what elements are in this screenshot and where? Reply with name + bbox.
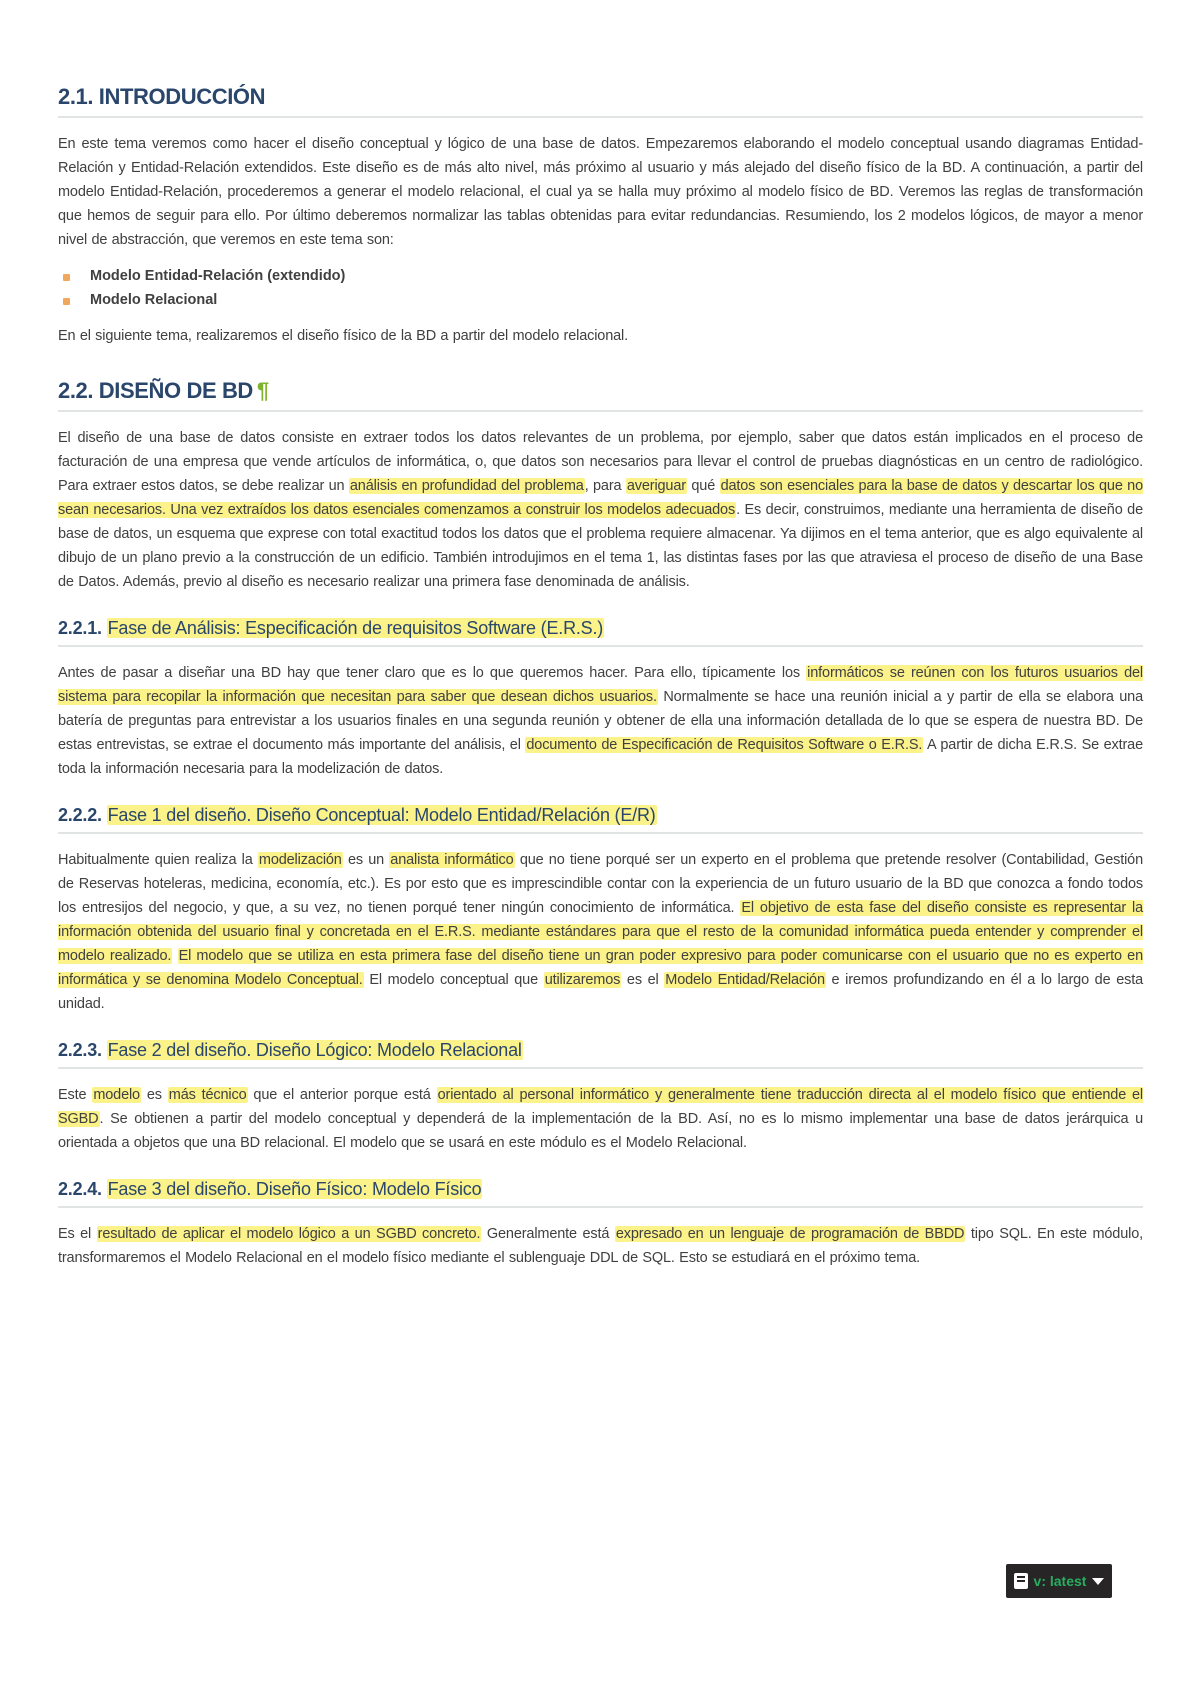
bullet-list xyxy=(58,264,1143,312)
highlight: informáticos se reúnen con los futuros usuarios del sistema para recopilar la información que necesitan para saber que desean dichos usuarios. xyxy=(58,665,1143,705)
highlight: más técnico xyxy=(168,1087,247,1103)
section-fase-analisis xyxy=(58,618,1143,781)
highlight: utilizaremos xyxy=(544,972,621,988)
list-item: Modelo Relacional xyxy=(58,288,1143,312)
paragraph: Es el resultado de aplicar el modelo lógico a un SGBD concreto. Generalmente está expresado en un lenguaje de programación de BBDD tipo SQL. En este módulo, transformaremos el Modelo Relacional en el modelo físico mediante el sublenguaje DDL de SQL. Esto se estudiará en el próximo tema. xyxy=(58,1226,1144,1266)
highlight: datos son esenciales para la base de datos y descartar los que no sean necesarios. Una vez extraídos los datos esenciales comenzamos a construir los modelos adecuados xyxy=(58,478,1144,518)
subsection-title: 2.2.4. Fase 3 del diseño. Diseño Físico: Modelo Físico xyxy=(58,1179,1143,1208)
highlight: averiguar xyxy=(626,478,686,494)
section-title: 2.2. DISEÑO DE BD ¶ xyxy=(58,378,1143,412)
highlight: El modelo que se utiliza en esta primera fase del diseño tiene un gran poder expresivo para poder comunicarse con el usuario que no es experto en informática y se denomina Modelo Conceptual. xyxy=(58,948,1143,988)
subsection-title: 2.2.2. Fase 1 del diseño. Diseño Conceptual: Modelo Entidad/Relación (E/R) xyxy=(58,805,1143,834)
paragraph: En el siguiente tema, realizaremos el diseño físico de la BD a partir del modelo relacional. xyxy=(58,328,628,344)
highlight: El objetivo de esta fase del diseño consiste es representar la información obtenida del usuario final y concretada en el E.R.S. mediante estándares para que el resto de la comunidad informática pueda entender y comprender el modelo realizado. xyxy=(58,900,1143,964)
paragraph: El diseño de una base de datos consiste en extraer todos los datos relevantes de un problema, por ejemplo, saber que datos están implicados en el proceso de facturación de una empresa que vende artículos de informática, o, que datos son necesarios para llevar el control de pruebas diagnósticas en un centro de radiológico. Para extraer estos datos, se debe realizar un análisis en profundidad del problema, para averiguar qué datos son esenciales para la base de datos y descartar los que no sean necesarios. Una vez extraídos los datos esenciales comenzamos a construir los modelos adecuados. Es decir, construimos, mediante una herramienta de diseño de base de datos, un esquema que exprese con total exactitud todos los datos que el problema requiere almacenar. Ya dijimos en el tema anterior, que es algo equivalente al dibujo de un plano previo a la construcción de un edificio. También introdujimos en el tema 1, las distintas fases por las que atraviesa el proceso de diseño de una Base de Datos. Además, previo al diseño es necesario realizar una primera fase denominada de análisis. xyxy=(58,430,1144,590)
highlight: analista informático xyxy=(390,852,514,868)
section-introduccion xyxy=(58,84,1143,348)
highlight: expresado en un lenguaje de programación de BBDD xyxy=(615,1226,965,1242)
subsection-title: 2.2.1. Fase de Análisis: Especificación de requisitos Software (E.R.S.) xyxy=(58,618,1143,647)
highlight: modelo xyxy=(93,1087,140,1103)
version-label: v: latest xyxy=(1033,1573,1087,1589)
highlight: análisis en profundidad del problema xyxy=(349,478,584,494)
section-fase-1 xyxy=(58,805,1143,1016)
section-title: 2.1. INTRODUCCIÓN xyxy=(58,84,1143,118)
paragraph: Antes de pasar a diseñar una BD hay que tener claro que es lo que queremos hacer. Para ello, típicamente los informáticos se reúnen con los futuros usuarios del sistema para recopilar la información que necesitan para saber que desean dichos usuarios. Normalmente se hace una reunión inicial a y partir de ella se elabora una batería de preguntas para entrevistar a los usuarios finales en una segunda reunión y obtener de ella una información detallada de lo que se espera de nuestra BD. De estas entrevistas, se extrae el documento más importante del análisis, el documento de Especificación de Requisitos Software o E.R.S. A partir de dicha E.R.S. Se extrae toda la información necesaria para la modelización de datos. xyxy=(58,665,1144,777)
permalink-icon[interactable]: ¶ xyxy=(256,378,269,403)
caret-down-icon xyxy=(1092,1578,1104,1585)
bullet-icon xyxy=(63,274,70,281)
list-item: Modelo Entidad-Relación (extendido) xyxy=(58,264,1143,288)
paragraph: En este tema veremos como hacer el diseño conceptual y lógico de una base de datos. Empezaremos elaborando el modelo conceptual usando diagramas Entidad-Relación y Entidad-Relación extendidos. Este diseño es de más alto nivel, más próximo al usuario y más alejado del diseño físico de la BD. A continuación, a partir del modelo Entidad-Relación, procederemos a generar el modelo relacional, el cual ya se halla muy próximo al modelo físico de BD. Veremos las reglas de transformación que hemos de seguir para ello. Por último deberemos normalizar las tablas obtenidas para evitar redundancias. Resumiendo, los 2 modelos lógicos, de mayor a menor nivel de abstracción, que veremos en este tema son: xyxy=(58,136,1143,248)
paragraph: Este modelo es más técnico que el anterior porque está orientado al personal informático y generalmente tiene traducción directa al el modelo físico que entiende el SGBD. Se obtienen a partir del modelo conceptual y dependerá de la implementación de la BD. Así, no es lo mismo implementar una base de datos jerárquica u orientada a objetos que una BD relacional. El modelo que se usará en este módulo es el Modelo Relacional. xyxy=(58,1087,1144,1151)
highlight: Modelo Entidad/Relación xyxy=(665,972,825,988)
book-icon xyxy=(1014,1573,1028,1589)
highlight: orientado al personal informático y generalmente tiene traducción directa al el modelo físico que entiende el SGBD xyxy=(58,1087,1144,1127)
highlight: Fase de Análisis: Especificación de requisitos Software (E.R.S.) xyxy=(107,618,604,638)
highlight: Fase 2 del diseño. Diseño Lógico: Modelo Relacional xyxy=(107,1040,522,1060)
highlight: resultado de aplicar el modelo lógico a un SGBD concreto. xyxy=(97,1226,481,1242)
section-diseno-bd xyxy=(58,378,1143,594)
section-fase-2 xyxy=(58,1040,1143,1155)
highlight: Fase 1 del diseño. Diseño Conceptual: Modelo Entidad/Relación (E/R) xyxy=(107,805,656,825)
highlight: Fase 3 del diseño. Diseño Físico: Modelo Físico xyxy=(107,1179,482,1199)
highlight: documento de Especificación de Requisitos Software o E.R.S. xyxy=(526,737,923,753)
paragraph: Habitualmente quien realiza la modelización es un analista informático que no tiene porqué ser un experto en el problema que pretende resolver (Contabilidad, Gestión de Reservas hoteleras, medicina, economía, etc.). Es por esto que es imprescindible contar con la experiencia de un futuro usuario de la BD que conozca a fondo todos los entresijos del negocio, y que, a su vez, no tienen porqué tener ningún conocimiento de informática. El objetivo de esta fase del diseño consiste es representar la información obtenida del usuario final y concretada en el E.R.S. mediante estándares para que el resto de la comunidad informática pueda entender y comprender el modelo realizado. El modelo que se utiliza en esta primera fase del diseño tiene un gran poder expresivo para poder comunicarse con el usuario que no es experto en informática y se denomina Modelo Conceptual. El modelo conceptual que utilizaremos es el Modelo Entidad/Relación e iremos profundizando en él a lo largo de esta unidad. xyxy=(58,852,1143,1012)
bullet-icon xyxy=(63,298,70,305)
highlight: modelización xyxy=(258,852,342,868)
section-fase-3 xyxy=(58,1179,1143,1270)
version-selector[interactable] xyxy=(1006,1564,1112,1598)
document-page xyxy=(58,84,1143,1270)
subsection-title: 2.2.3. Fase 2 del diseño. Diseño Lógico: Modelo Relacional xyxy=(58,1040,1143,1069)
